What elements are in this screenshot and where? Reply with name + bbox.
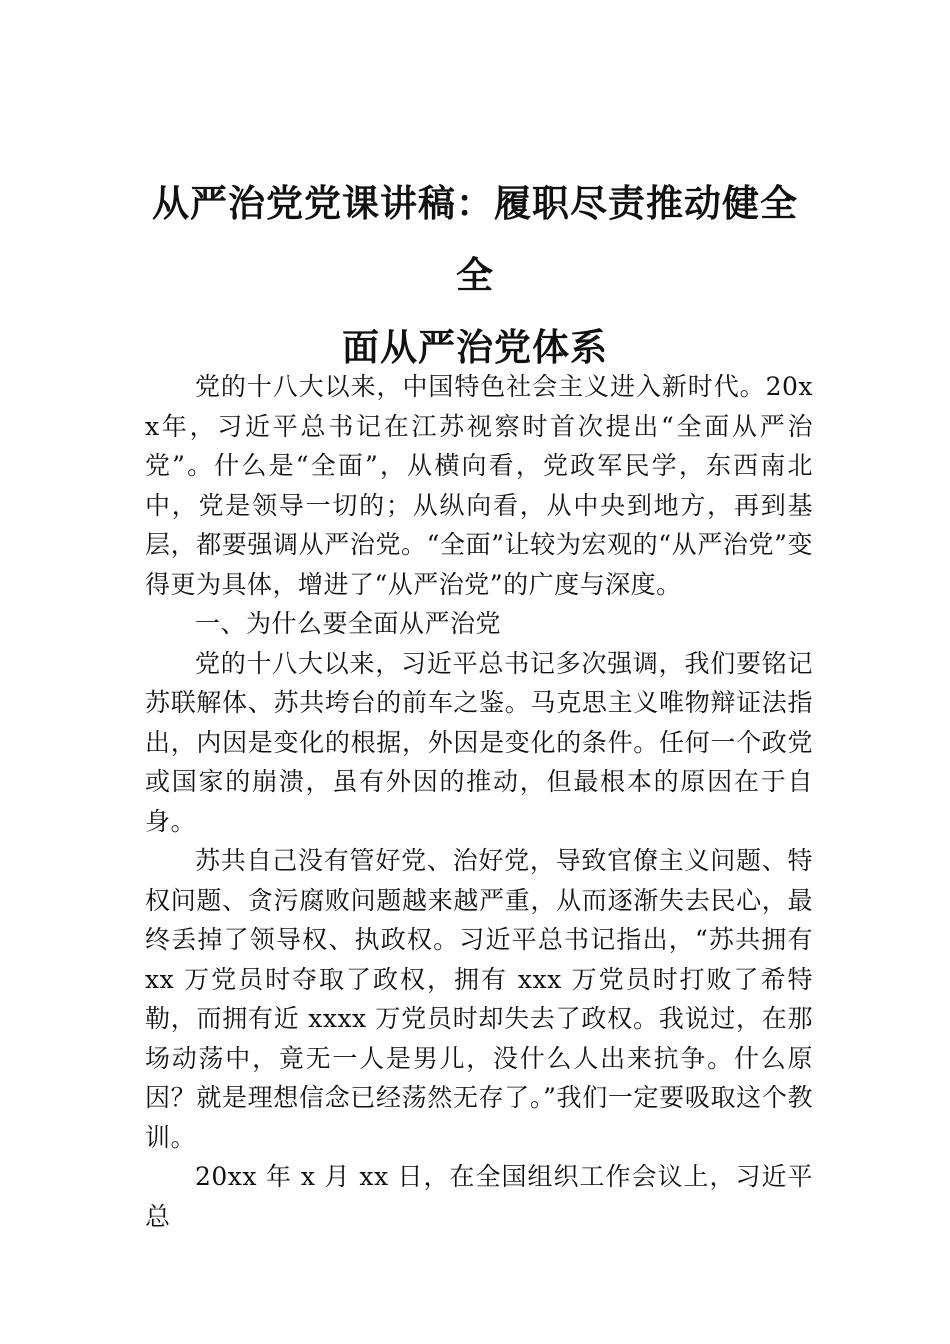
paragraph-conference: 20xx 年 x 月 xx 日，在全国组织工作会议上，习近平总 [145, 1162, 813, 1231]
document-body [145, 367, 813, 1236]
section-heading: 一、为什么要全面从严治党 [195, 609, 502, 638]
paragraph-lesson: 党的十八大以来，习近平总书记多次强调，我们要铭记苏联解体、苏共垮台的前车之鉴。马克思主义唯物辩证法指出，内因是变化的根据，外因是变化的条件。任何一个政党或国家的崩溃，虽有外因的推动，但最根本的原因在于自身。 [145, 648, 813, 836]
title-line-1: 从严治党党课讲稿：履职尽责推动健全全 [152, 182, 798, 297]
paragraph-cpsu: 苏共自己没有管好党、治好党，导致官僚主义问题、特权问题、贪污腐败问题越来越严重，从而逐渐失去民心，最终丢掉了领导权、执政权。习近平总书记指出，“苏共拥有 xx 万党员时夺取了政权，拥有 xxx 万党员时打败了希特勒，而拥有近 xxxx 万党员时却失去了政权。我说过，在那场动荡中，竟无一人是男儿，没什么人出来抗争。什么原因？就是理想信念已经荡然无存了。”我们一定要吸取这个教训。 [145, 846, 813, 1152]
document-title [140, 168, 810, 384]
title-line-2: 面从严治党体系 [342, 326, 608, 369]
paragraph-intro: 党的十八大以来，中国特色社会主义进入新时代。20xx年，习近平总书记在江苏视察时首次提出“全面从严治党”。什么是“全面”，从横向看，党政军民学，东西南北中，党是领导一切的；从纵向看，从中央到地方，再到基层，都要强调从严治党。“全面”让较为宏观的“从严治党”变得更为具体，增进了“从严治党”的广度与深度。 [145, 372, 813, 599]
